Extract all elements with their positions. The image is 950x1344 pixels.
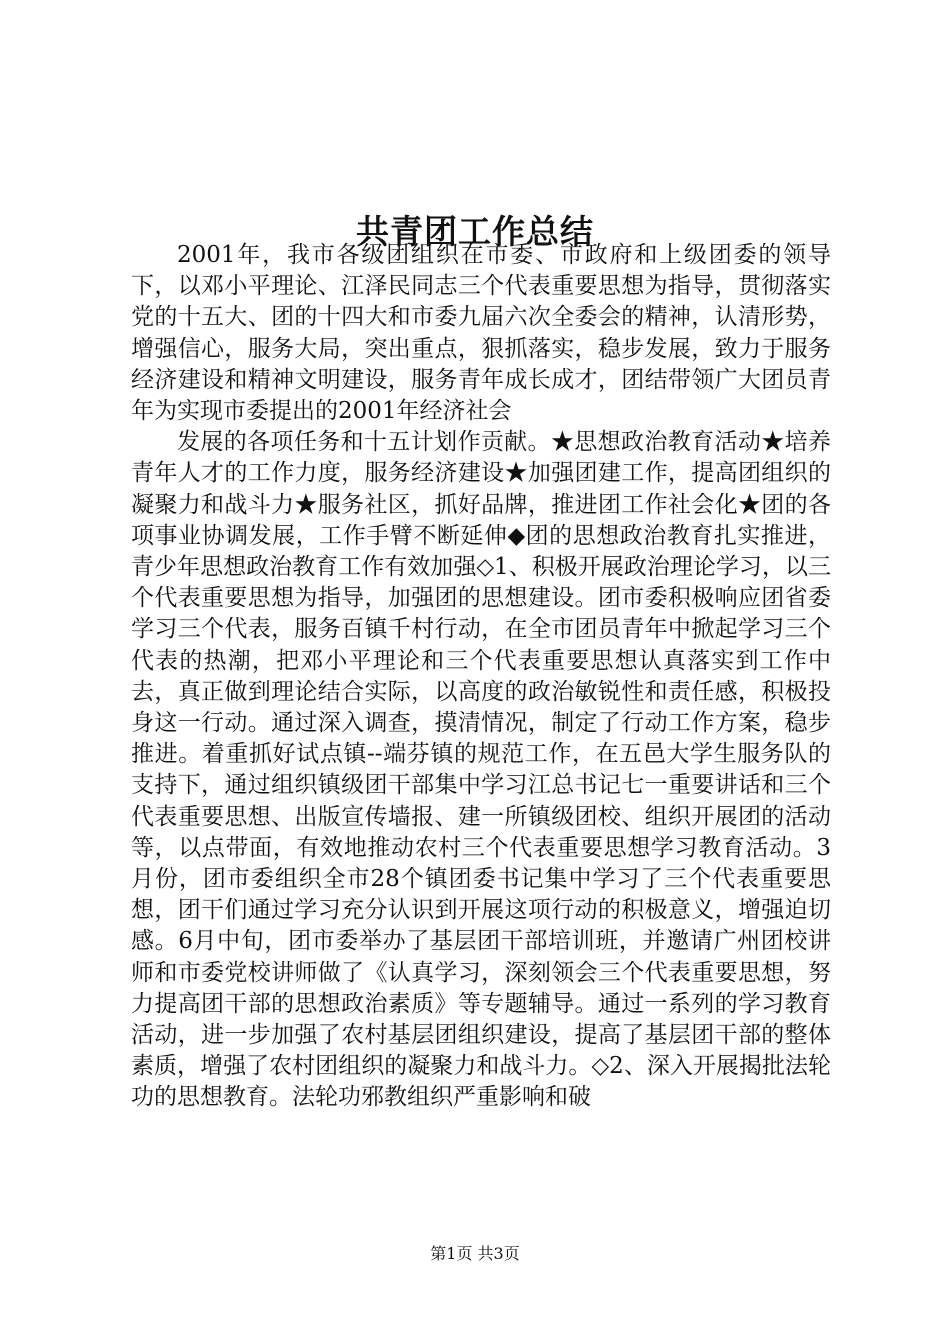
page-number-footer: 第1页 共3页: [430, 1244, 520, 1263]
document-title: 共青团工作总结: [356, 212, 594, 252]
document-body: [131, 240, 831, 1114]
body-paragraph: 发展的各项任务和十五计划作贡献。★思想政治教育活动★培养青年人才的工作力度，服务经济建设★加强团建工作，提高团组织的凝聚力和战斗力★服务社区，抓好品牌，推进团工作社会化★团的各项事业协调发展，工作手臂不断延伸◆团的思想政治教育扎实推进，青少年思想政治教育工作有效加强◇1、积极开展政治理论学习，以三个代表重要思想为指导，加强团的思想建设。团市委积极响应团省委学习三个代表，服务百镇千村行动，在全市团员青年中掀起学习三个代表的热潮，把邓小平理论和三个代表重要思想认真落实到工作中去，真正做到理论结合实际，以高度的政治敏锐性和责任感，积极投身这一行动。通过深入调查，摸清情况，制定了行动工作方案，稳步推进。着重抓好试点镇--端芬镇的规范工作，在五邑大学生服务队的支持下，通过组织镇级团干部集中学习江总书记七一重要讲话和三个代表重要思想、出版宣传墙报、建一所镇级团校、组织开展团的活动等，以点带面，有效地推动农村三个代表重要思想学习教育活动。3月份，团市委组织全市28个镇团委书记集中学习了三个代表重要思想，团干们通过学习充分认识到开展这项行动的积极意义，增强迫切感。6月中旬，团市委举办了基层团干部培训班，并邀请广州团校讲师和市委党校讲师做了《认真学习，深刻领会三个代表重要思想，努力提高团干部的思想政治素质》等专题辅导。通过一系列的学习教育活动，进一步加强了农村基层团组织建设，提高了基层团干部的整体素质，增强了农村团组织的凝聚力和战斗力。◇2、深入开展揭批法轮功的思想教育。法轮功邪教组织严重影响和破: [131, 429, 831, 1111]
body-paragraph: 2001年，我市各级团组织在市委、市政府和上级团委的领导下，以邓小平理论、江泽民同志三个代表重要思想为指导，贯彻落实党的十五大、团的十四大和市委九届六次全委会的精神，认清形势，增强信心，服务大局，突出重点，狠抓落实，稳步发展，致力于服务经济建设和精神文明建设，服务青年成长成才，团结带领广大团员青年为实现市委提出的2001年经济社会: [131, 242, 831, 425]
